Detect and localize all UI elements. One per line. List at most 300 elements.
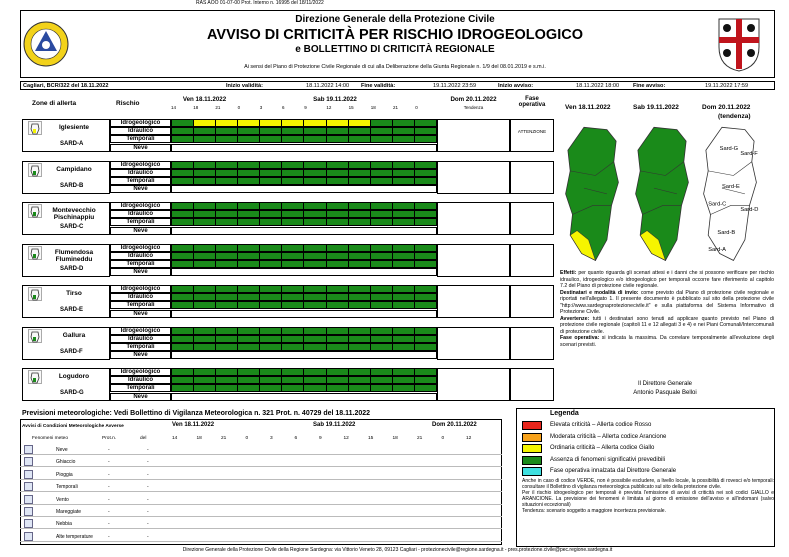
col-phenomena: Fenomeni meteo	[32, 436, 68, 441]
bar-cell	[194, 385, 216, 391]
forecast-prot: -	[108, 509, 110, 515]
bar-cell	[304, 178, 326, 184]
phase-cell	[510, 161, 554, 194]
trend-cell	[437, 327, 510, 360]
bar-cell	[371, 120, 393, 126]
legend-label: Moderata criticità – Allerta codice Arancione	[550, 433, 667, 440]
forecast-del: -	[147, 459, 149, 466]
bar-cell	[172, 369, 194, 375]
bar-cell	[172, 136, 194, 142]
forecast-hour-tick: 15	[368, 436, 374, 441]
bar-cell	[216, 170, 238, 176]
zone-code: SARD-G	[60, 390, 84, 396]
svg-text:Sard-D: Sard-D	[740, 207, 759, 214]
bar-cell	[194, 245, 216, 251]
bar-cell	[304, 170, 326, 176]
bar-cell	[415, 120, 436, 126]
bar-cell	[194, 377, 216, 383]
svg-text:Sard-F: Sard-F	[740, 150, 758, 157]
bar-cell	[238, 302, 260, 308]
bar-cell	[172, 170, 194, 176]
bar-cell	[238, 385, 260, 391]
legend-swatch	[522, 433, 542, 442]
legend-note-1: Anche in caso di codice VERDE, non è possibile escludere, a livello locale, la possibilità di rovesci e/o temporali: consultare il Bollettino di vigilanza meteorologica pubblicato sul sito della protezione civile.	[522, 478, 774, 490]
bar-cell	[282, 336, 304, 342]
bar-cell	[327, 219, 349, 225]
bar-cell	[371, 302, 393, 308]
zone-code: SARD-C	[60, 224, 84, 230]
sardinia-map-icon	[630, 125, 694, 265]
bar-cell	[327, 203, 349, 209]
bar-cell	[415, 344, 436, 350]
legend-title: Legenda	[550, 410, 579, 417]
bar-cell	[238, 245, 260, 251]
bar-cell	[260, 253, 282, 259]
bar-cell	[260, 385, 282, 391]
hour-tick: 9	[304, 105, 307, 110]
forecast-prot: -	[108, 471, 110, 478]
hour-tick: 3	[259, 105, 263, 110]
bar-cell	[371, 286, 393, 292]
weather-icon	[24, 482, 33, 491]
risk-bar	[171, 119, 437, 127]
bar-cell	[327, 385, 349, 391]
bar-cell	[415, 203, 436, 209]
risk-label: Temporali	[110, 177, 171, 185]
bar-cell	[327, 302, 349, 308]
bar-cell	[216, 385, 238, 391]
bar-cell	[238, 253, 260, 259]
risk-bar	[171, 161, 437, 169]
forecast-day2: Sab 19.11.2022	[313, 422, 356, 428]
bar-cell	[349, 328, 371, 334]
bar-cell	[260, 302, 282, 308]
risk-label: Idraulico	[110, 169, 171, 177]
bar-cell	[327, 344, 349, 350]
zone-code: SARD-D	[60, 265, 84, 272]
bar-cell	[393, 219, 415, 225]
forecast-del: -	[147, 521, 149, 528]
bar-cell	[327, 377, 349, 383]
risk-bar	[171, 177, 437, 185]
bar-cell	[349, 253, 371, 259]
bar-cell	[238, 286, 260, 292]
forecast-prot: -	[108, 521, 110, 528]
risk-label: Neve	[110, 268, 171, 276]
sardinia-map-icon	[698, 125, 762, 265]
forecast-del: -	[147, 496, 149, 503]
bar-cell	[216, 253, 238, 259]
bar-cell	[393, 261, 415, 267]
bar-cell	[194, 128, 216, 134]
bar-cell	[194, 178, 216, 184]
bar-cell	[349, 344, 371, 350]
risk-label: Neve	[110, 393, 171, 401]
sardinia-map-icon	[560, 125, 624, 265]
bar-cell	[371, 377, 393, 383]
risk-label: Temporali	[110, 260, 171, 268]
bar-cell	[393, 120, 415, 126]
trend-cell	[437, 161, 510, 194]
bar-cell	[349, 377, 371, 383]
header-line1: Direzione Generale della Protezione Civile	[295, 14, 495, 25]
bar-cell	[172, 178, 194, 184]
bar-cell	[282, 377, 304, 383]
bar-cell	[216, 294, 238, 300]
bar-cell	[349, 128, 371, 134]
bar-cell	[349, 170, 371, 176]
bar-cell	[349, 178, 371, 184]
bar-cell	[282, 120, 304, 126]
risk-label: Idrogeologico	[110, 244, 171, 252]
bar-cell	[172, 162, 194, 168]
bar-cell	[194, 328, 216, 334]
bar-cell	[304, 336, 326, 342]
bar-cell	[327, 261, 349, 267]
bar-cell	[415, 328, 436, 334]
forecast-subtitle: Avvisi di Condizioni Meteorologiche Avverse	[22, 424, 124, 429]
bar-cell	[260, 294, 282, 300]
bar-cell	[216, 120, 238, 126]
risk-label: Idrogeologico	[110, 327, 171, 335]
bar-cell	[216, 328, 238, 334]
legend-note-2: Per il rischio idrogeologico per temporali è prevista l'emissione di avvisi di criticità nei soli codici GIALLO e ARANCIONE. La previsione dei fenomeni è limitata al giorno di emissione dell'avviso e all'indomani (salvo situazioni eccezionali)	[522, 490, 774, 508]
forecast-phenomenon: Nebbia	[56, 521, 72, 528]
region-logo	[22, 12, 70, 76]
svg-text:Sard-B: Sard-B	[717, 230, 736, 237]
forecast-hour-tick: 12	[466, 436, 472, 441]
bar-cell	[304, 136, 326, 142]
hour-tick: 21	[393, 105, 399, 110]
bar-cell	[349, 120, 371, 126]
bar-cell	[260, 369, 282, 375]
signature-name: Antonio Pasquale Belloi	[633, 390, 697, 396]
weather-icon	[24, 470, 33, 479]
bar-cell	[415, 369, 436, 375]
risk-bar	[171, 376, 437, 384]
bar-cell	[393, 294, 415, 300]
bar-cell	[415, 336, 436, 342]
notice-start-label: Inizio avviso:	[498, 82, 534, 89]
risk-label: Neve	[110, 185, 171, 193]
zone-name: Tirso	[66, 290, 82, 297]
forecast-del: -	[147, 471, 149, 478]
day3-header: Dom 20.11.2022	[450, 96, 497, 103]
map3-title: Dom 20.11.2022	[702, 104, 751, 111]
legend-label: Assenza di fenomeni significativi prevedibili	[550, 456, 666, 463]
forecast-row	[20, 506, 502, 517]
bar-cell	[238, 377, 260, 383]
zone-code: SARD-A	[60, 141, 84, 147]
trend-cell	[437, 244, 510, 277]
bar-cell	[304, 253, 326, 259]
svg-text:Sard-E: Sard-E	[721, 184, 740, 191]
risk-bar	[171, 343, 437, 351]
bar-cell	[371, 162, 393, 168]
bar-cell	[260, 245, 282, 251]
zone-name: Flumendosa Flumineddu	[54, 248, 94, 263]
bar-cell	[194, 170, 216, 176]
day2-header: Sab 19.11.2022	[313, 96, 357, 103]
bar-cell	[393, 344, 415, 350]
risk-bar-empty	[171, 310, 437, 318]
bar-cell	[260, 203, 282, 209]
legend-swatch	[522, 467, 542, 476]
bar-cell	[238, 369, 260, 375]
notes-effetti: per quanto riguarda gli scenari attesi e i danni che si possono verificare per rischio idraulico, idrogeologico e/o idrogeologico per temporali occorre fare riferimento al capitolo 7.2 del Piano di protezione civile regionale.	[560, 270, 774, 289]
bar-cell	[216, 369, 238, 375]
bar-cell	[371, 294, 393, 300]
bar-cell	[371, 369, 393, 375]
bar-cell	[238, 170, 260, 176]
phase-cell	[510, 327, 554, 360]
bar-cell	[327, 162, 349, 168]
risk-bar	[171, 244, 437, 252]
bar-cell	[260, 377, 282, 383]
bar-cell	[415, 170, 436, 176]
phase-cell	[510, 368, 554, 401]
forecast-phenomenon: Alte temperature	[56, 533, 93, 540]
bar-cell	[194, 203, 216, 209]
zone-map-icon	[28, 370, 42, 384]
zone-map-icon	[28, 163, 42, 177]
bar-cell	[327, 128, 349, 134]
bar-cell	[194, 162, 216, 168]
bar-cell	[238, 328, 260, 334]
notice-end-label: Fine avviso:	[633, 82, 666, 89]
risk-bar	[171, 285, 437, 293]
hour-tick: 0	[237, 105, 241, 110]
forecast-phenomenon: Mareggiate	[56, 509, 82, 515]
bar-cell	[282, 302, 304, 308]
forecast-phenomenon: Pioggia	[56, 471, 73, 478]
bar-cell	[393, 369, 415, 375]
bar-cell	[282, 253, 304, 259]
legend-swatch	[522, 421, 542, 430]
bar-cell	[349, 203, 371, 209]
bar-cell	[216, 203, 238, 209]
bar-cell	[216, 302, 238, 308]
zone-code: SARD-E	[60, 307, 84, 313]
forecast-hour-tick: 21	[417, 436, 423, 441]
hour-tick: 0	[415, 105, 418, 110]
bar-cell	[172, 302, 194, 308]
forecast-row	[20, 494, 502, 505]
phase-cell	[510, 202, 554, 235]
bar-cell	[349, 211, 371, 217]
bar-cell	[260, 219, 282, 225]
trend-cell	[437, 119, 510, 152]
risk-label: Neve	[110, 310, 171, 318]
forecast-row	[20, 469, 502, 480]
notes-effetti-title: Effetti:	[560, 270, 577, 276]
bar-cell	[260, 162, 282, 168]
bar-cell	[260, 336, 282, 342]
bar-cell	[260, 120, 282, 126]
zone-name: Campidano	[56, 165, 92, 173]
zone-code: SARD-B	[60, 182, 84, 189]
risk-bar	[171, 252, 437, 260]
legend-label: Elevata criticità – Allerta codice Rosso	[550, 422, 652, 428]
weather-icon	[24, 445, 33, 454]
bar-cell	[349, 385, 371, 391]
forecast-prot: -	[108, 484, 110, 491]
risk-bar	[171, 169, 437, 177]
bar-cell	[172, 253, 194, 259]
phase-value: ATTENZIONE	[517, 129, 547, 134]
bar-cell	[371, 219, 393, 225]
bar-cell	[238, 219, 260, 225]
bar-cell	[393, 245, 415, 251]
bar-cell	[216, 128, 238, 134]
protocol-ref: RAS AOO 01-07-00 Prot. Interno n. 16995 del 18/11/2022	[196, 0, 324, 6]
risk-label: Idraulico	[110, 335, 171, 343]
bar-cell	[304, 344, 326, 350]
bar-cell	[304, 120, 326, 126]
trend-cell	[437, 285, 510, 318]
forecast-hour-tick: 21	[221, 436, 227, 441]
forecast-prot: -	[108, 459, 110, 466]
bar-cell	[327, 178, 349, 184]
bar-cell	[327, 336, 349, 342]
bar-cell	[238, 162, 260, 168]
bar-cell	[415, 245, 436, 251]
weather-icon	[24, 495, 33, 504]
risk-label: Idraulico	[110, 127, 171, 135]
forecast-hour-tick: 18	[196, 436, 202, 441]
hour-tick: 14	[171, 105, 177, 110]
bar-cell	[194, 286, 216, 292]
hour-tick: 6	[282, 105, 285, 110]
risk-label: Neve	[110, 351, 171, 359]
col-zone-header: Zone di allerta	[32, 100, 77, 107]
bar-cell	[393, 286, 415, 292]
notes-dest: come previsto dal Piano di protezione civile regionale e riportati nell'allegato 1. Il presente documento è pubblicato sul sito della protezione civile "http://www.sardegnaprotezionecivile.it" e sulla piattaforma del Sistema Informativo di Protezione Civile.	[560, 289, 775, 315]
validity-start-label: Inizio validità:	[226, 82, 263, 89]
hours-header	[171, 105, 437, 111]
forecast-hour-tick: 12	[343, 436, 349, 441]
zone-map-icon	[28, 287, 42, 301]
forecast-del: -	[147, 533, 149, 540]
bar-cell	[216, 136, 238, 142]
bar-cell	[393, 170, 415, 176]
bar-cell	[393, 302, 415, 308]
notes-fase: si indicata la massima. Da correlare temporalmente all'evoluzione degli scenari previsti.	[560, 335, 774, 348]
bar-cell	[194, 211, 216, 217]
bar-cell	[371, 385, 393, 391]
forecast-hour-tick: 0	[441, 436, 445, 441]
risk-bar	[171, 202, 437, 210]
bar-cell	[260, 136, 282, 142]
bar-cell	[172, 261, 194, 267]
notice-start: 18.11.2022 18:00	[576, 82, 620, 89]
risk-bar	[171, 368, 437, 376]
sardinia-coat-icon	[706, 12, 772, 76]
notes-block	[560, 270, 774, 348]
forecast-hour-tick: 0	[245, 436, 249, 441]
risk-bar	[171, 135, 437, 143]
hour-tick: 15	[348, 105, 354, 110]
bar-cell	[415, 128, 436, 134]
risk-bar-empty	[171, 227, 437, 235]
notes-fase-title: Fase operativa:	[560, 335, 600, 341]
risk-label: Idrogeologico	[110, 119, 171, 127]
footer: Direzione Generale della Protezione Civile della Regione Sardegna: via Vittorio Veneto 28, 09123 Cagliari - protezionecivile@regione.sardegna.it - pres.protezione.civile@pec.regione.sardegna.it	[182, 547, 613, 553]
risk-label: Idrogeologico	[110, 285, 171, 293]
bar-cell	[304, 261, 326, 267]
bar-cell	[194, 344, 216, 350]
risk-bar-empty	[171, 185, 437, 193]
bar-cell	[304, 211, 326, 217]
forecast-hour-tick: 6	[294, 436, 298, 441]
risk-label: Idrogeologico	[110, 368, 171, 376]
header-line4: Ai sensi del Piano di Protezione Civile Regionale di cui alla Deliberazione della Giunta Regionale n. 1/9 del 08.01.2019 e s.m.i.	[244, 64, 546, 70]
zone-name: Gallura	[62, 331, 86, 339]
bar-cell	[393, 136, 415, 142]
bar-cell	[194, 261, 216, 267]
risk-bar	[171, 384, 437, 392]
bar-cell	[393, 328, 415, 334]
bar-cell	[327, 369, 349, 375]
bar-cell	[304, 162, 326, 168]
forecast-hour-tick: 14	[172, 436, 178, 441]
bar-cell	[172, 203, 194, 209]
risk-bar	[171, 335, 437, 343]
zone-map-icon	[28, 329, 42, 343]
bar-cell	[371, 203, 393, 209]
bar-cell	[238, 136, 260, 142]
bar-cell	[216, 377, 238, 383]
bar-cell	[393, 162, 415, 168]
bar-cell	[194, 336, 216, 342]
bar-cell	[327, 328, 349, 334]
bar-cell	[282, 245, 304, 251]
bar-cell	[415, 261, 436, 267]
bar-cell	[194, 302, 216, 308]
bar-cell	[172, 385, 194, 391]
hour-tick: 18	[370, 105, 376, 110]
bar-cell	[260, 170, 282, 176]
risk-bar-empty	[171, 268, 437, 276]
risk-bar	[171, 210, 437, 218]
zone-map-icon	[28, 121, 42, 135]
bar-cell	[282, 211, 304, 217]
risk-label: Temporali	[110, 301, 171, 309]
weather-icon	[24, 507, 33, 516]
forecast-day3: Dom 20.11.2022	[432, 422, 477, 428]
bar-cell	[349, 302, 371, 308]
bar-cell	[216, 344, 238, 350]
bar-cell	[282, 261, 304, 267]
bar-cell	[371, 344, 393, 350]
bar-cell	[282, 219, 304, 225]
trend-header: Tendenza	[463, 105, 484, 110]
bar-cell	[282, 128, 304, 134]
notes-avv-title: Avvertenze:	[560, 315, 590, 322]
validity-row	[20, 81, 775, 90]
risk-label: Neve	[110, 144, 171, 152]
bar-cell	[371, 328, 393, 334]
validity-end: 19.11.2022 23:59	[433, 82, 477, 89]
risk-label: Idraulico	[110, 376, 171, 384]
forecast-phenomenon: Temporali	[56, 484, 78, 491]
bar-cell	[304, 328, 326, 334]
risk-label: Idraulico	[110, 210, 171, 218]
bar-cell	[371, 136, 393, 142]
bar-cell	[349, 294, 371, 300]
bar-cell	[216, 219, 238, 225]
bar-cell	[304, 377, 326, 383]
